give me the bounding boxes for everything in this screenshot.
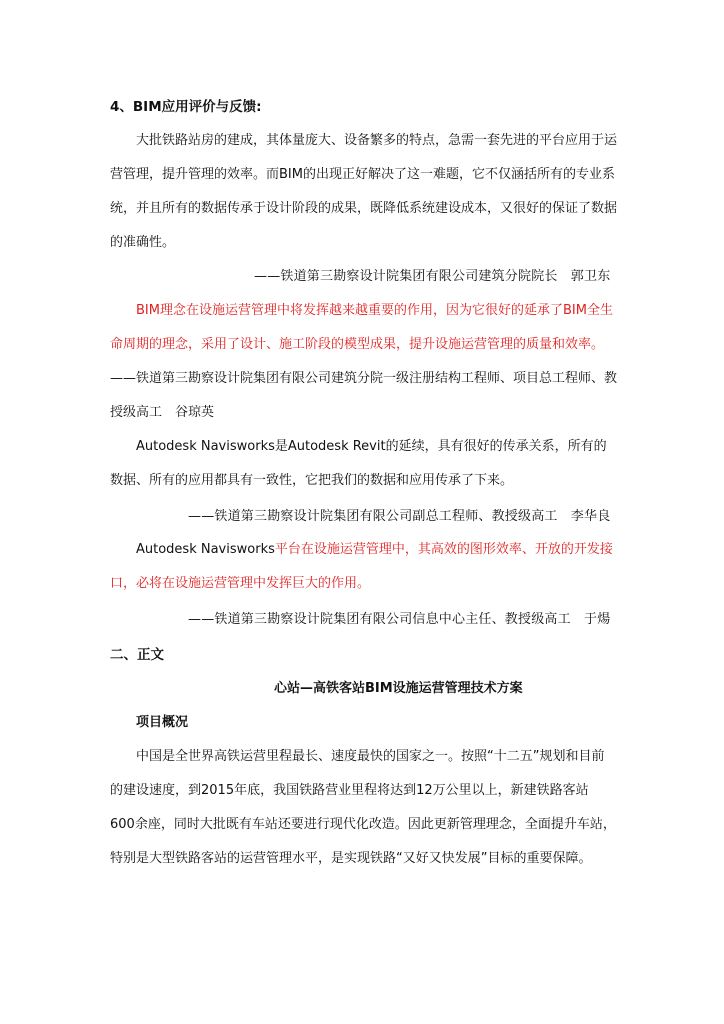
red-text: 平台在设施运营管理中，其高效的图形效率、开放的开发接: [274, 542, 613, 557]
attribution: ——铁道第三勘察设计院集团有限公司副总工程师、教授级高工 李华良: [188, 509, 611, 524]
attribution: ——铁道第三勘察设计院集团有限公司建筑分院院长 郭卫东: [254, 269, 611, 284]
paragraph-line: Autodesk Navisworks是Autodesk Revit的延续，具有很好的传承关系，所有的: [136, 439, 607, 454]
paragraph-line: 中国是全世界高铁运营里程最长、速度最快的国家之一。按照“十二五”规划和目前: [136, 749, 605, 764]
paragraph-line: 的建设速度，到2015年底，我国铁路营业里程将达到12万公里以上，新建铁路客站: [110, 783, 589, 798]
product-name: Autodesk Navisworks: [136, 542, 275, 557]
paragraph-line: 营管理，提升管理的效率。而BIM的出现正好解决了这一难题，它不仅涵括所有的专业系: [110, 167, 615, 182]
sub-heading: 项目概况: [136, 715, 189, 730]
paragraph-line: 数据、所有的应用都具有一致性，它把我们的数据和应用传承了下来。: [110, 473, 514, 488]
document-title: 心站—高铁客站BIM设施运营管理技术方案: [274, 681, 523, 696]
section-4-heading: 4、BIM应用评价与反馈:: [110, 99, 262, 115]
paragraph-line: 特别是大型铁路客站的运营管理水平，是实现铁路“又好又快发展”目标的重要保障。: [110, 851, 592, 866]
section-2-heading: 二、正文: [110, 647, 164, 663]
paragraph-line: [136, 541, 613, 559]
paragraph-line: 大批铁路站房的建成，其体量庞大、设备繁多的特点，急需一套先进的平台应用于运: [136, 133, 618, 148]
attribution: ——铁道第三勘察设计院集团有限公司信息中心主任、教授级高工 于煬: [188, 612, 611, 627]
paragraph-line: 命周期的理念，采用了设计、施工阶段的模型成果，提升设施运营管理的质量和效率。: [110, 337, 605, 352]
paragraph-line: 的准确性。: [110, 235, 176, 250]
paragraph-line: 600余座，同时大批既有车站还要进行现代化改造。因此更新管理理念，全面提升车站，: [110, 817, 616, 832]
paragraph-line: 统，并且所有的数据传承于设计阶段的成果，既降低系统建设成本，又很好的保证了数据: [110, 201, 618, 216]
paragraph-line: BIM理念在设施运营管理中将发挥越来越重要的作用，因为它很好的延承了BIM全生: [136, 303, 613, 318]
attribution: ——铁道第三勘察设计院集团有限公司建筑分院一级注册结构工程师、项目总工程师、教: [110, 371, 618, 386]
attribution: 授级高工 谷琼英: [110, 405, 215, 420]
paragraph-line: 口，必将在设施运营管理中发挥巨大的作用。: [110, 576, 371, 591]
